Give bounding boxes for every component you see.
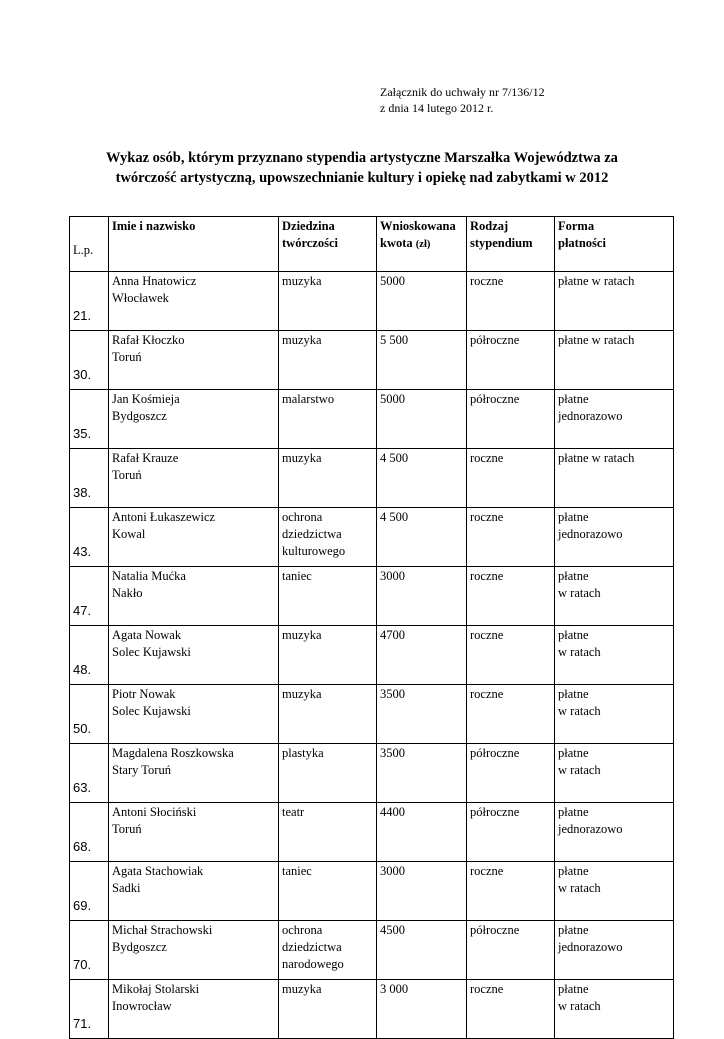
row-payment	[555, 685, 674, 744]
row-type: półroczne	[467, 390, 555, 449]
row-payment	[555, 744, 674, 803]
field-line: muzyka	[282, 982, 322, 996]
person-city: Solec Kujawski	[112, 645, 191, 659]
row-type: roczne	[467, 626, 555, 685]
payment-line: płatne	[558, 746, 589, 760]
person-name: Natalia Mućka	[112, 569, 186, 583]
payment-line: płatne	[558, 805, 589, 819]
row-lp: 68.	[70, 803, 109, 862]
title-line-2: twórczość artystyczną, upowszechnianie kultury i opiekę nad zabytkami w 2012	[115, 170, 609, 186]
attachment-note	[380, 84, 545, 116]
header-amount-unit: (zł)	[415, 239, 431, 250]
field-line: kulturowego	[282, 544, 346, 558]
field-line: narodowego	[282, 957, 344, 971]
payment-line: jednorazowo	[558, 409, 623, 423]
row-payment	[555, 803, 674, 862]
row-amount: 4500	[377, 921, 467, 980]
row-lp: 35.	[70, 390, 109, 449]
table-row	[70, 272, 674, 331]
field-line: malarstwo	[282, 392, 335, 406]
row-amount: 4 500	[377, 508, 467, 567]
payment-line: w ratach	[558, 999, 601, 1013]
row-lp: 50.	[70, 685, 109, 744]
header-field	[279, 217, 377, 272]
person-city: Toruń	[112, 468, 142, 482]
header-type-line-2: stypendium	[470, 236, 533, 250]
table-row	[70, 390, 674, 449]
header-lp: L.p.	[70, 217, 109, 272]
row-payment	[555, 980, 674, 1039]
payment-line: płatne	[558, 569, 589, 583]
row-field	[279, 449, 377, 508]
payment-line: płatne	[558, 982, 589, 996]
row-lp: 30.	[70, 331, 109, 390]
row-payment	[555, 508, 674, 567]
row-amount: 4400	[377, 803, 467, 862]
row-type: roczne	[467, 449, 555, 508]
row-type: półroczne	[467, 744, 555, 803]
field-line: dziedzictwa	[282, 940, 342, 954]
table-row	[70, 331, 674, 390]
row-amount: 4 500	[377, 449, 467, 508]
field-line: muzyka	[282, 687, 322, 701]
table-row	[70, 626, 674, 685]
row-field	[279, 390, 377, 449]
row-amount: 5000	[377, 272, 467, 331]
row-amount: 5000	[377, 390, 467, 449]
field-line: muzyka	[282, 628, 322, 642]
payment-line: w ratach	[558, 704, 601, 718]
payment-line: w ratach	[558, 763, 601, 777]
table-header-row	[70, 217, 674, 272]
table-row	[70, 508, 674, 567]
header-amount-line-1: Wnioskowana	[380, 219, 456, 233]
person-name: Anna Hnatowicz	[112, 274, 197, 288]
person-name: Rafał Krauze	[112, 451, 179, 465]
person-city: Stary Toruń	[112, 763, 171, 777]
payment-line: płatne w ratach	[558, 333, 635, 347]
field-line: muzyka	[282, 451, 322, 465]
person-name: Mikołaj Stolarski	[112, 982, 200, 996]
row-field	[279, 685, 377, 744]
row-field	[279, 980, 377, 1039]
person-name: Agata Stachowiak	[112, 864, 204, 878]
row-amount: 3000	[377, 862, 467, 921]
row-person	[109, 626, 279, 685]
document-title	[40, 148, 684, 188]
table-row	[70, 980, 674, 1039]
row-field	[279, 626, 377, 685]
person-name: Magdalena Roszkowska	[112, 746, 234, 760]
row-payment	[555, 272, 674, 331]
payment-line: płatne w ratach	[558, 451, 635, 465]
row-lp: 38.	[70, 449, 109, 508]
row-lp: 47.	[70, 567, 109, 626]
person-city: Toruń	[112, 822, 142, 836]
table-row	[70, 685, 674, 744]
row-type: półroczne	[467, 803, 555, 862]
header-payment-line-1: Forma	[558, 219, 595, 233]
payment-line: jednorazowo	[558, 940, 623, 954]
field-line: taniec	[282, 864, 312, 878]
row-type: półroczne	[467, 921, 555, 980]
person-city: Bydgoszcz	[112, 409, 167, 423]
row-person	[109, 390, 279, 449]
person-city: Włocławek	[112, 291, 169, 305]
row-field	[279, 803, 377, 862]
field-line: teatr	[282, 805, 305, 819]
payment-line: w ratach	[558, 881, 601, 895]
row-field	[279, 921, 377, 980]
row-payment	[555, 921, 674, 980]
row-type: roczne	[467, 862, 555, 921]
payment-line: płatne	[558, 628, 589, 642]
row-amount: 3500	[377, 685, 467, 744]
person-name: Michał Strachowski	[112, 923, 213, 937]
row-type: półroczne	[467, 331, 555, 390]
field-line: taniec	[282, 569, 312, 583]
row-payment	[555, 862, 674, 921]
table-row	[70, 567, 674, 626]
row-person	[109, 331, 279, 390]
person-name: Agata Nowak	[112, 628, 182, 642]
row-field	[279, 862, 377, 921]
header-type-line-1: Rodzaj	[470, 219, 509, 233]
row-field	[279, 744, 377, 803]
row-person	[109, 508, 279, 567]
row-type: roczne	[467, 685, 555, 744]
row-amount: 3 000	[377, 980, 467, 1039]
title-line-1: Wykaz osób, którym przyznano stypendia artystyczne Marszałka Województwa za	[106, 150, 618, 166]
row-amount: 4700	[377, 626, 467, 685]
row-lp: 48.	[70, 626, 109, 685]
payment-line: płatne	[558, 392, 589, 406]
row-field	[279, 567, 377, 626]
payment-line: płatne	[558, 687, 589, 701]
row-lp: 43.	[70, 508, 109, 567]
row-field	[279, 331, 377, 390]
table-row	[70, 449, 674, 508]
header-amount-line-2	[380, 235, 466, 253]
payment-line: jednorazowo	[558, 822, 623, 836]
row-field	[279, 508, 377, 567]
row-lp: 21.	[70, 272, 109, 331]
payment-line: jednorazowo	[558, 527, 623, 541]
payment-line: płatne	[558, 864, 589, 878]
person-name: Jan Kośmieja	[112, 392, 180, 406]
row-person	[109, 921, 279, 980]
row-type: roczne	[467, 508, 555, 567]
row-person	[109, 744, 279, 803]
header-amount-label: kwota	[380, 236, 413, 250]
row-person	[109, 449, 279, 508]
row-lp: 69.	[70, 862, 109, 921]
attachment-line-2: z dnia 14 lutego 2012 r.	[380, 101, 494, 115]
person-name: Antoni Łukaszewicz	[112, 510, 216, 524]
person-city: Toruń	[112, 350, 142, 364]
person-city: Sadki	[112, 881, 141, 895]
field-line: muzyka	[282, 333, 322, 347]
person-name: Antoni Słociński	[112, 805, 197, 819]
payment-line: płatne	[558, 923, 589, 937]
person-name: Piotr Nowak	[112, 687, 176, 701]
table-row	[70, 921, 674, 980]
table-row	[70, 803, 674, 862]
person-city: Nakło	[112, 586, 143, 600]
row-person	[109, 685, 279, 744]
field-line: ochrona	[282, 510, 323, 524]
header-name: Imie i nazwisko	[109, 217, 279, 272]
payment-line: płatne w ratach	[558, 274, 635, 288]
scholarship-table	[69, 216, 674, 1039]
payment-line: w ratach	[558, 586, 601, 600]
header-field-line-2: twórczości	[282, 236, 338, 250]
field-line: ochrona	[282, 923, 323, 937]
field-line: plastyka	[282, 746, 324, 760]
attachment-line-1: Załącznik do uchwały nr 7/136/12	[380, 85, 545, 99]
row-amount: 5 500	[377, 331, 467, 390]
person-name: Rafał Kłoczko	[112, 333, 185, 347]
row-amount: 3500	[377, 744, 467, 803]
row-field	[279, 272, 377, 331]
header-payment	[555, 217, 674, 272]
payment-line: płatne	[558, 510, 589, 524]
row-payment	[555, 626, 674, 685]
person-city: Kowal	[112, 527, 146, 541]
person-city: Bydgoszcz	[112, 940, 167, 954]
row-lp: 63.	[70, 744, 109, 803]
row-type: roczne	[467, 272, 555, 331]
header-field-line-1: Dziedzina	[282, 219, 335, 233]
field-line: dziedzictwa	[282, 527, 342, 541]
row-person	[109, 272, 279, 331]
row-type: roczne	[467, 980, 555, 1039]
row-payment	[555, 331, 674, 390]
row-person	[109, 567, 279, 626]
row-person	[109, 862, 279, 921]
header-payment-line-2: płatności	[558, 236, 606, 250]
row-payment	[555, 449, 674, 508]
row-payment	[555, 567, 674, 626]
row-amount: 3000	[377, 567, 467, 626]
table-row	[70, 862, 674, 921]
row-person	[109, 980, 279, 1039]
row-person	[109, 803, 279, 862]
header-amount	[377, 217, 467, 272]
row-payment	[555, 390, 674, 449]
payment-line: w ratach	[558, 645, 601, 659]
row-lp: 70.	[70, 921, 109, 980]
header-type	[467, 217, 555, 272]
field-line: muzyka	[282, 274, 322, 288]
person-city: Solec Kujawski	[112, 704, 191, 718]
table-row	[70, 744, 674, 803]
person-city: Inowrocław	[112, 999, 172, 1013]
row-lp: 71.	[70, 980, 109, 1039]
row-type: roczne	[467, 567, 555, 626]
